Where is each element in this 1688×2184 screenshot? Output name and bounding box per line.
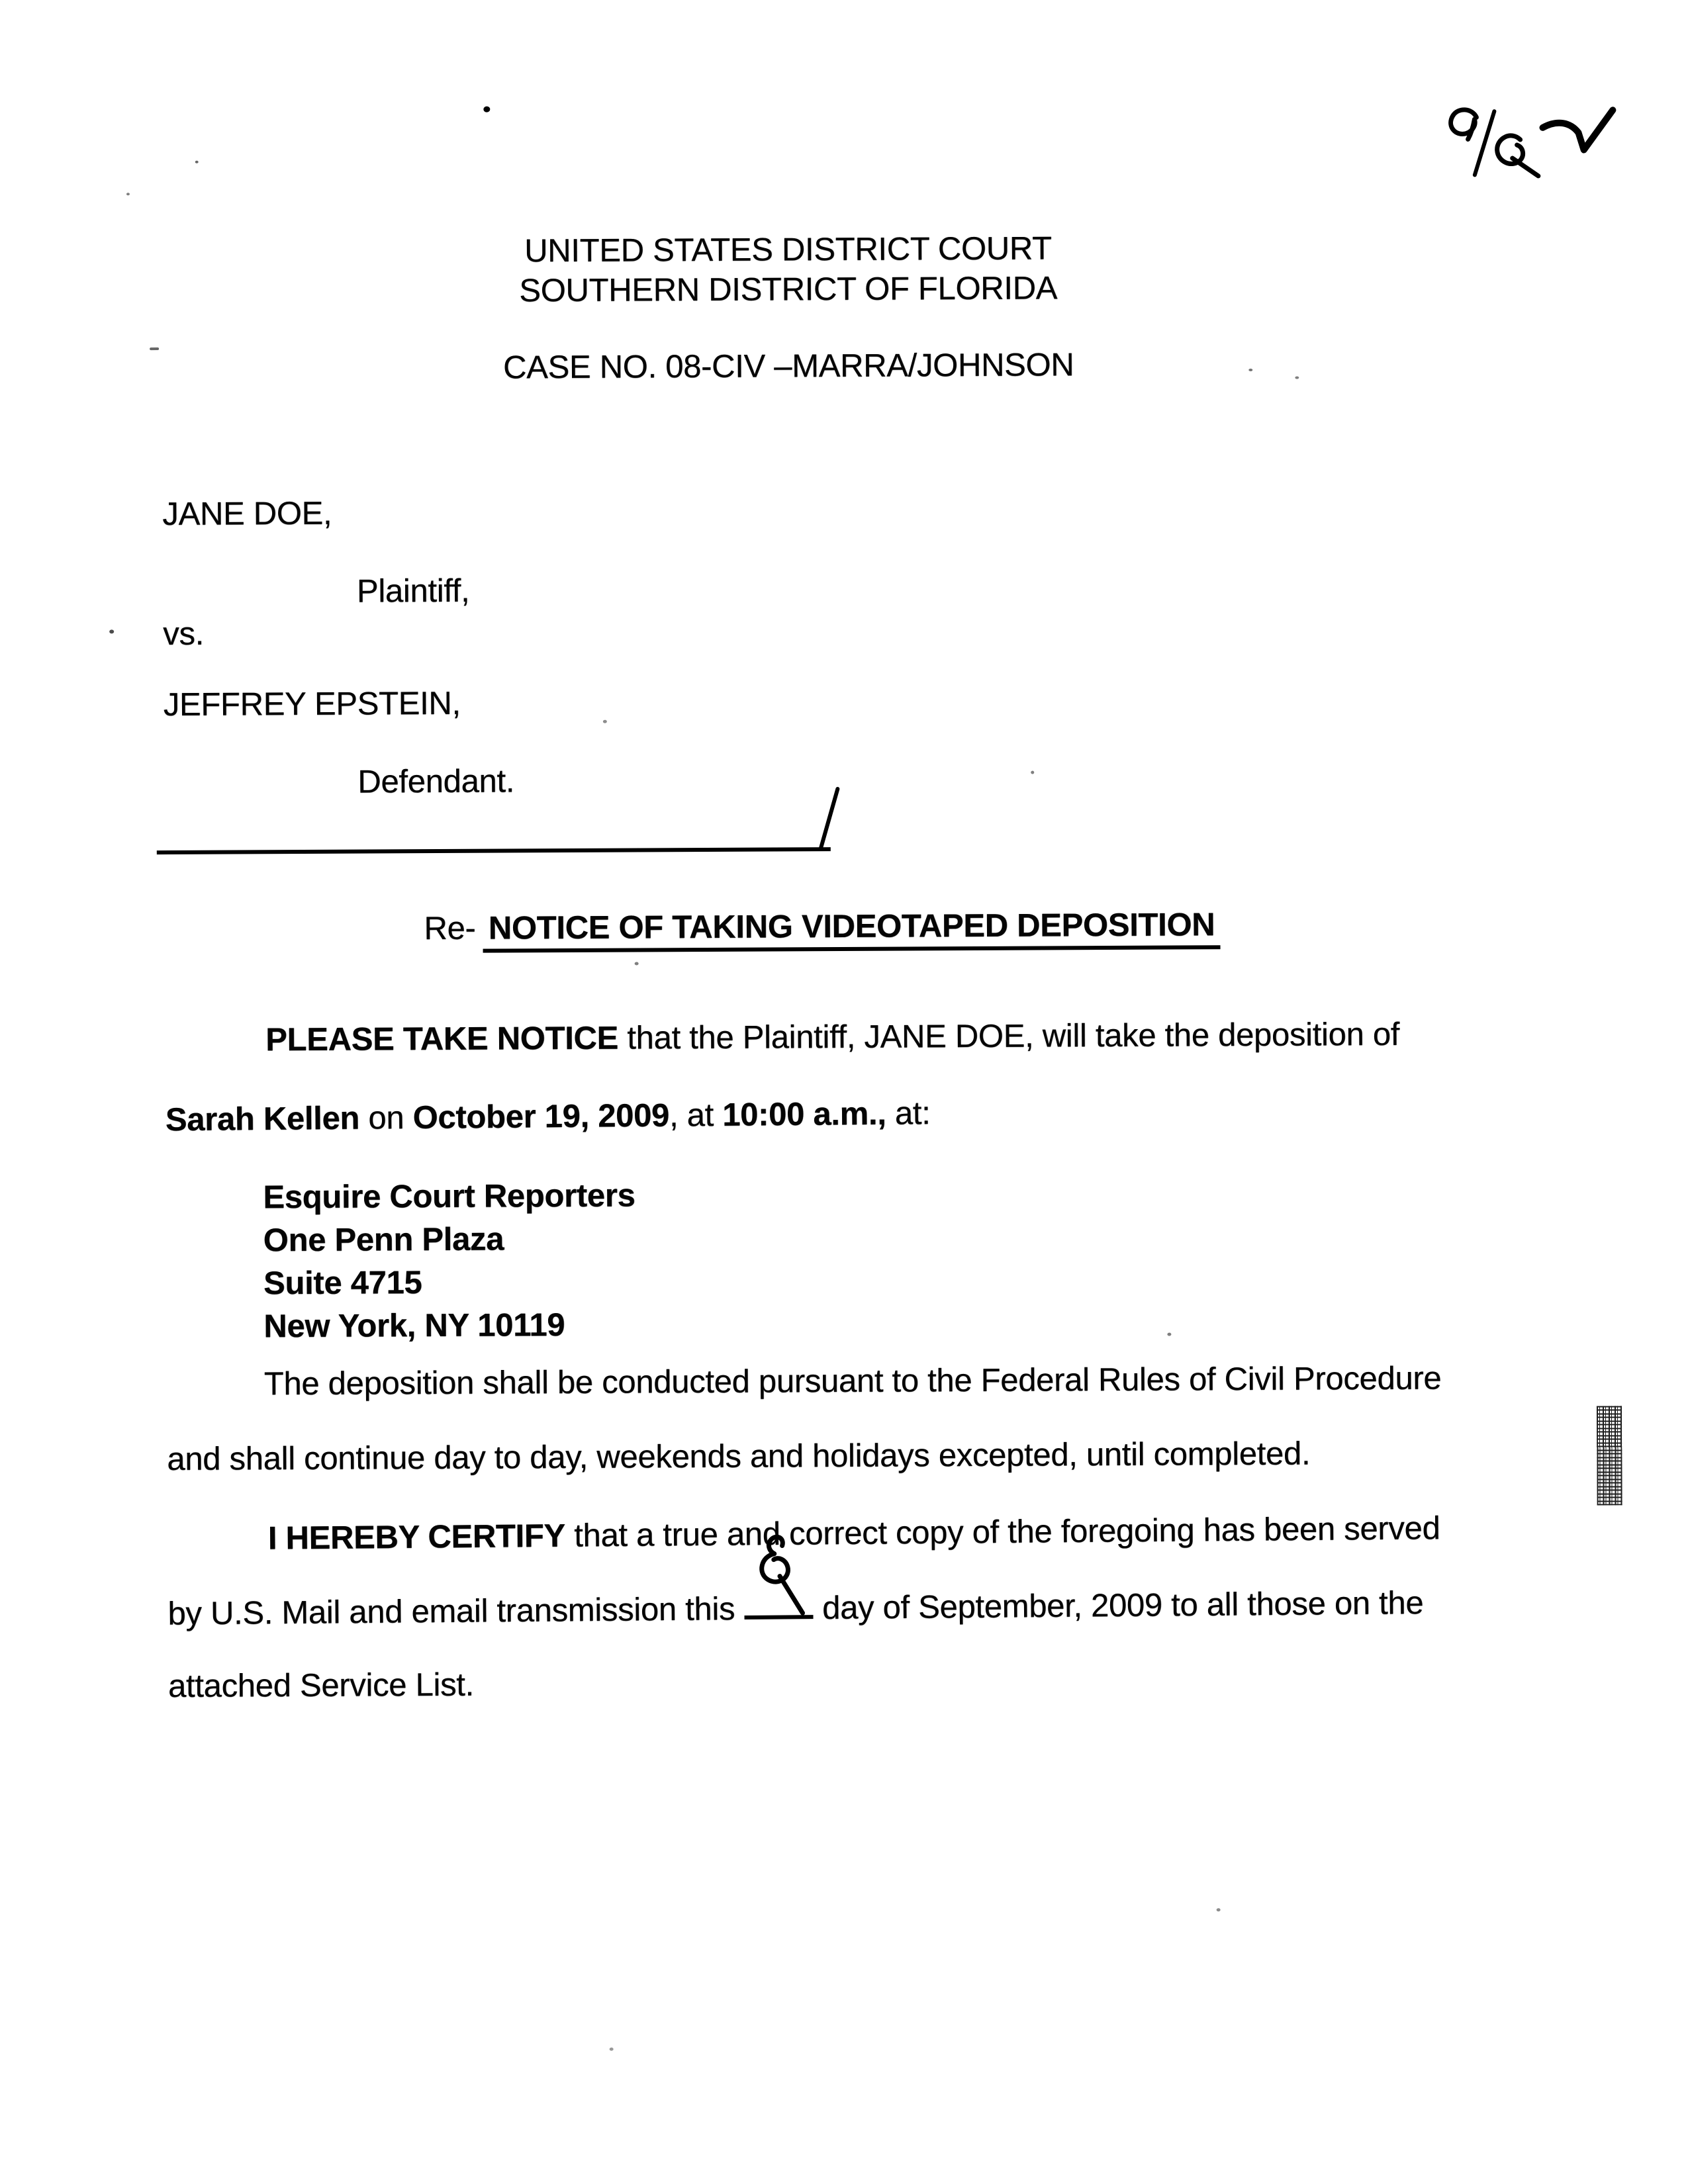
procedure-line2: and shall continue day to day, weekends and holidays excepted, until completed. (167, 1435, 1311, 1478)
scan-speck (610, 2048, 614, 2051)
scan-speck (1248, 369, 1252, 371)
court-name-line1: UNITED STATES DISTRICT COURT (524, 230, 1052, 269)
scan-speck (109, 629, 114, 633)
deposition-time: 10:00 a.m., (722, 1095, 886, 1133)
scan-speck (195, 161, 199, 163)
subject-prefix: Re- (424, 910, 476, 947)
court-name-line2: SOUTHERN DISTRICT OF FLORIDA (519, 270, 1058, 309)
notice-line1-rest: that the Plaintiff, JANE DOE, will take the deposition of (618, 1016, 1400, 1056)
location-line4: New York, NY 10119 (263, 1307, 565, 1345)
scan-speck (483, 107, 490, 113)
case-number: CASE NO. 08-CIV –MARRA/JOHNSON (502, 347, 1074, 386)
procedure-line1: The deposition shall be conducted pursuant to the Federal Rules of Civil Procedure (263, 1360, 1442, 1402)
certificate-lead: I HEREBY CERTIFY (267, 1518, 566, 1557)
handwritten-date-and-checkmark (1413, 89, 1632, 189)
caption-divider-line (157, 847, 831, 854)
certificate-line2-after: day of September, 2009 to all those on the (821, 1585, 1424, 1627)
scan-speck (635, 962, 639, 966)
scanner-noise-strip (1597, 1406, 1622, 1505)
defendant-name: JEFFREY EPSTEIN, (163, 685, 461, 723)
scan-speck (1217, 1908, 1221, 1911)
location-line2: One Penn Plaza (263, 1221, 504, 1259)
subject-title: NOTICE OF TAKING VIDEOTAPED DEPOSITION (483, 907, 1221, 952)
subject-line (424, 905, 1219, 948)
scan-speck (603, 720, 607, 723)
defendant-role: Defendant. (357, 763, 515, 800)
plaintiff-name: JANE DOE, (162, 495, 332, 533)
plaintiff-role: Plaintiff, (356, 572, 470, 610)
scan-speck (1031, 771, 1034, 774)
notice-paragraph-line2 (165, 1093, 931, 1140)
scan-speck (150, 347, 159, 350)
handwritten-day-numeral (741, 1535, 814, 1618)
scan-speck (1167, 1333, 1171, 1336)
notice-paragraph-line1 (265, 1015, 1399, 1060)
versus-label: vs. (163, 615, 205, 653)
notice-comma-at: , at (669, 1097, 723, 1134)
certificate-line3: attached Service List. (167, 1666, 474, 1705)
certificate-line2-before: by U.S. Mail and email transmission this (167, 1591, 735, 1632)
caption-divider-slash (815, 785, 841, 851)
notice-on: on (359, 1099, 413, 1136)
scan-speck (1295, 377, 1299, 379)
certificate-line1 (268, 1508, 1440, 1558)
notice-lead: PLEASE TAKE NOTICE (265, 1020, 619, 1058)
notice-at: at: (886, 1095, 931, 1132)
location-line3: Suite 4715 (263, 1265, 422, 1302)
certificate-line1-rest: that a true and correct copy of the foregoing has been served (565, 1510, 1440, 1554)
scan-speck (126, 193, 130, 195)
deponent-name: Sarah Kellen (165, 1100, 360, 1138)
certificate-line2 (167, 1583, 1423, 1634)
handwritten-day-blank (744, 1608, 813, 1619)
deposition-date: October 19, 2009 (412, 1097, 670, 1136)
location-line1: Esquire Court Reporters (263, 1177, 635, 1216)
